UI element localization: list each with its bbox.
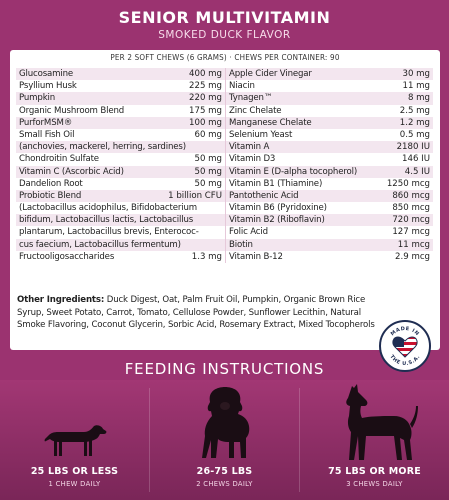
ingredient-name: Pumpkin	[19, 93, 56, 104]
ingredient-row	[16, 117, 225, 129]
dachshund-icon	[42, 420, 108, 460]
ingredient-name: (anchovies, mackerel, herring, sardines)	[19, 142, 186, 153]
ingredient-amount: 50 mg	[194, 166, 222, 177]
tier-dose-small: 1 CHEW DAILY	[48, 480, 101, 488]
ingredient-name: Glucosamine	[19, 69, 74, 79]
left-ingredient-table	[16, 68, 226, 263]
ingredient-row	[226, 251, 433, 263]
ingredient-amount: 11 mg	[402, 81, 430, 92]
feeding-tier-large	[300, 380, 449, 500]
ingredient-amount: 127 mcg	[392, 227, 430, 238]
ingredient-row	[226, 214, 433, 226]
feeding-instructions-title: FEEDING INSTRUCTIONS	[124, 360, 325, 378]
ingredient-amount: 175 mg	[189, 105, 222, 116]
other-ingredients-label: Other Ingredients:	[17, 295, 105, 305]
serving-separator: ·	[226, 53, 235, 62]
other-ingredients	[17, 294, 375, 332]
ingredient-name: Apple Cider Vinegar	[229, 69, 312, 79]
ingredient-row	[16, 68, 225, 80]
ingredient-amount: 850 mcg	[392, 203, 430, 214]
ingredient-row	[226, 166, 433, 178]
ingredient-row	[16, 129, 225, 141]
ingredient-name: Vitamin C (Ascorbic Acid)	[19, 166, 124, 177]
ingredient-name: PurforMSM®	[19, 117, 73, 128]
ingredient-row	[226, 226, 433, 238]
ingredient-amount: 8 mg	[407, 93, 430, 104]
ingredient-amount: 100 mg	[189, 117, 222, 128]
supplement-facts-panel	[10, 50, 440, 368]
badge-bottom-text: THE U.S.A.	[388, 353, 422, 368]
feeding-tier-small	[0, 380, 149, 500]
ingredient-name: Vitamin A	[229, 142, 270, 153]
ingredient-row	[226, 68, 433, 80]
ingredient-row	[226, 129, 433, 141]
ingredient-name: Manganese Chelate	[229, 117, 312, 128]
ingredient-row	[226, 141, 433, 153]
ingredient-name: plantarum, Lactobacillus brevis, Enterococ-	[19, 227, 199, 238]
ingredient-row	[16, 166, 225, 178]
ingredient-amount: 1250 mcg	[386, 178, 430, 189]
ingredient-name: Vitamin D3	[229, 154, 276, 165]
ingredient-row	[226, 80, 433, 92]
ingredient-amount: 2.9 mcg	[395, 251, 430, 262]
medium-dog-icon	[194, 384, 256, 464]
ingredient-name: Small Fish Oil	[19, 129, 75, 140]
ingredient-row	[16, 251, 225, 263]
ingredient-name: Vitamin E (D-alpha tocopherol)	[229, 166, 358, 177]
ingredient-amount: 50 mg	[194, 178, 222, 189]
ingredient-amount: 400 mg	[189, 69, 222, 79]
feeding-tier-medium	[150, 380, 299, 500]
tier-dose-medium: 2 CHEWS DAILY	[196, 480, 253, 488]
ingredient-name: Tynagen™	[229, 93, 273, 104]
ingredient-row	[16, 202, 225, 214]
tier-weight-small: 25 LBS OR LESS	[30, 466, 119, 477]
ingredient-amount: 4.5 IU	[404, 166, 430, 177]
ingredient-row	[226, 105, 433, 117]
product-flavor: SMOKED DUCK FLAVOR	[158, 29, 291, 41]
ingredient-amount: 860 mcg	[392, 190, 430, 201]
ingredient-row	[226, 153, 433, 165]
ingredient-name: Dandelion Root	[19, 178, 83, 189]
ingredient-name: Vitamin B-12	[229, 251, 283, 262]
ingredient-name: cus faecium, Lactobacillus fermentum)	[19, 239, 181, 250]
ingredient-row	[16, 214, 225, 226]
chews-per-container: CHEWS PER CONTAINER: 90	[234, 53, 340, 62]
ingredient-row	[16, 92, 225, 104]
ingredient-amount: 146 IU	[402, 154, 430, 165]
ingredient-row	[226, 92, 433, 104]
ingredient-amount: 1.2 mg	[399, 117, 430, 128]
ingredient-row	[226, 202, 433, 214]
svg-text:MADE IN	[390, 326, 421, 337]
product-title: SENIOR MULTIVITAMIN	[118, 8, 331, 27]
ingredient-amount: 225 mg	[189, 81, 222, 92]
ingredient-row	[16, 190, 225, 202]
ingredient-row	[16, 239, 225, 251]
other-ingredients-text: Duck Digest, Oat, Palm Fruit Oil, Pumpkin, Organic Brown Rice Syrup, Sweet Potato, Carrot, Tomato, Cellulose Powder, Sunflower Lecithin, Natural Smoke Flavoring, Coconut Glycerin, Sorbic Acid, Rosemary Extract, Mixed Tocopherols	[17, 295, 375, 331]
ingredient-row	[16, 226, 225, 238]
ingredient-row	[16, 80, 225, 92]
ingredient-name: Niacin	[229, 81, 255, 92]
ingredient-amount: 11 mcg	[397, 239, 430, 250]
ingredient-name: Folic Acid	[229, 227, 268, 238]
ingredient-name: Vitamin B1 (Thiamine)	[229, 178, 323, 189]
ingredient-row	[16, 153, 225, 165]
ingredient-amount: 50 mg	[194, 154, 222, 165]
ingredient-name: Pantothenic Acid	[229, 190, 299, 201]
ingredient-row	[16, 105, 225, 117]
ingredient-name: Vitamin B2 (Riboflavin)	[229, 215, 325, 226]
ingredient-name: Chondroitin Sulfate	[19, 154, 99, 165]
serving-info	[10, 53, 440, 62]
ingredient-amount: 720 mcg	[392, 215, 430, 226]
ingredient-amount: 60 mg	[194, 129, 222, 140]
ingredient-amount: 2180 IU	[396, 142, 430, 153]
ingredient-amount: 2.5 mg	[399, 105, 430, 116]
tier-weight-large: 75 LBS OR MORE	[328, 466, 421, 477]
ingredient-name: Biotin	[229, 239, 253, 250]
ingredient-row	[16, 178, 225, 190]
ingredient-name: Selenium Yeast	[229, 129, 293, 140]
ingredient-row	[226, 117, 433, 129]
ingredient-amount: 30 mg	[402, 69, 430, 79]
right-ingredient-table	[226, 68, 433, 263]
ingredient-name: Organic Mushroom Blend	[19, 105, 125, 116]
ingredient-name: Vitamin B6 (Pyridoxine)	[229, 203, 327, 214]
ingredient-name: Probiotic Blend	[19, 190, 82, 201]
ingredient-row	[226, 239, 433, 251]
tier-dose-large: 3 CHEWS DAILY	[346, 480, 403, 488]
ingredient-name: (Lactobacillus acidophilus, Bifidobacterium	[19, 203, 197, 214]
ingredient-name: Psyllium Husk	[19, 81, 77, 92]
feeding-tiers	[0, 380, 449, 500]
ingredient-amount: 1.3 mg	[191, 251, 222, 262]
header	[0, 0, 449, 52]
ingredient-row	[226, 178, 433, 190]
ingredient-amount: 220 mg	[189, 93, 222, 104]
ingredient-amount: 1 billion CFU	[168, 190, 222, 201]
serving-size: PER 2 SOFT CHEWS (6 GRAMS)	[110, 53, 227, 62]
great-dane-icon	[330, 378, 420, 464]
ingredient-row	[16, 141, 225, 153]
ingredient-name: bifidum, Lactobacillus lactis, Lactobacillus	[19, 215, 194, 226]
ingredient-name: Zinc Chelate	[229, 105, 282, 116]
tier-weight-medium: 26-75 LBS	[196, 466, 253, 477]
ingredient-row	[226, 190, 433, 202]
ingredient-amount: 0.5 mg	[399, 129, 430, 140]
badge-top-text: MADE IN	[389, 325, 421, 338]
ingredient-name: Fructooligosaccharides	[19, 251, 115, 262]
